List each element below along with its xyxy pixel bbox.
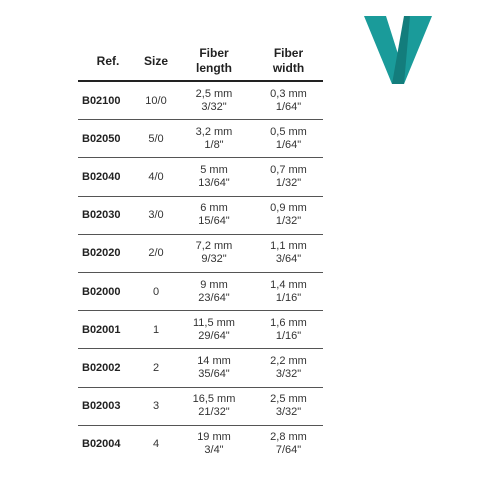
- table-row: [78, 158, 323, 196]
- cell-fiber-length: 11,5 mm 29/64": [193, 316, 235, 342]
- cell-fiber-length: 2,5 mm 3/32": [195, 87, 233, 113]
- cell-fiber-width: 0,7 mm 1/32": [270, 163, 307, 189]
- cell-ref: B02001: [82, 323, 121, 336]
- header-fiber-width: Fiber width: [272, 46, 305, 75]
- cell-size: 4/0: [148, 170, 164, 183]
- cell-fiber-length: 5 mm 13/64": [198, 163, 230, 189]
- fiber-size-table: [78, 42, 323, 463]
- cell-size: 1: [152, 323, 160, 336]
- cell-size: 4: [152, 438, 160, 451]
- cell-fiber-length: 19 mm 3/4": [197, 431, 231, 457]
- cell-fiber-width: 0,3 mm 1/64": [270, 87, 307, 113]
- table-row: [78, 82, 323, 120]
- cell-fiber-length: 6 mm 15/64": [198, 202, 230, 228]
- cell-fiber-length: 16,5 mm 21/32": [192, 393, 236, 419]
- cell-size: 2: [152, 361, 160, 374]
- cell-ref: B02030: [82, 209, 121, 222]
- cell-size: 3/0: [148, 209, 164, 222]
- table-row: [78, 426, 323, 463]
- v-logo-icon: [364, 16, 432, 84]
- cell-ref: B02100: [82, 94, 121, 107]
- header-size: Size: [143, 53, 168, 68]
- table-row: [78, 349, 323, 387]
- cell-size: 0: [152, 285, 160, 298]
- cell-fiber-width: 0,5 mm 1/64": [270, 125, 307, 151]
- cell-size: 2/0: [148, 247, 164, 260]
- cell-ref: B02020: [82, 247, 121, 260]
- table-row: [78, 388, 323, 426]
- cell-ref: B02004: [82, 438, 121, 451]
- table-header: [78, 42, 323, 82]
- cell-ref: B02000: [82, 285, 121, 298]
- cell-size: 10/0: [145, 94, 167, 107]
- table-row: [78, 311, 323, 349]
- cell-fiber-length: 3,2 mm 1/8": [195, 125, 233, 151]
- table-row: [78, 235, 323, 273]
- cell-fiber-width: 1,4 mm 1/16": [270, 278, 307, 304]
- cell-fiber-length: 9 mm 23/64": [198, 278, 230, 304]
- cell-fiber-length: 14 mm 35/64": [197, 354, 231, 380]
- cell-fiber-width: 2,5 mm 3/32": [270, 393, 307, 419]
- table-row: [78, 273, 323, 311]
- table-row: [78, 197, 323, 235]
- header-fiber-length: Fiber length: [196, 46, 232, 75]
- header-ref: Ref.: [96, 53, 120, 68]
- cell-fiber-width: 2,8 mm 7/64": [270, 431, 307, 457]
- cell-size: 5/0: [148, 132, 164, 145]
- table-body: [78, 82, 323, 463]
- cell-fiber-width: 0,9 mm 1/32": [270, 202, 307, 228]
- cell-fiber-width: 1,1 mm 3/64": [270, 240, 307, 266]
- cell-size: 3: [152, 400, 160, 413]
- cell-ref: B02002: [82, 361, 121, 374]
- cell-ref: B02040: [82, 170, 121, 183]
- cell-ref: B02050: [82, 132, 121, 145]
- cell-fiber-width: 2,2 mm 3/32": [270, 354, 307, 380]
- cell-fiber-width: 1,6 mm 1/16": [270, 316, 307, 342]
- cell-fiber-length: 7,2 mm 9/32": [195, 240, 233, 266]
- cell-ref: B02003: [82, 400, 121, 413]
- table-row: [78, 120, 323, 158]
